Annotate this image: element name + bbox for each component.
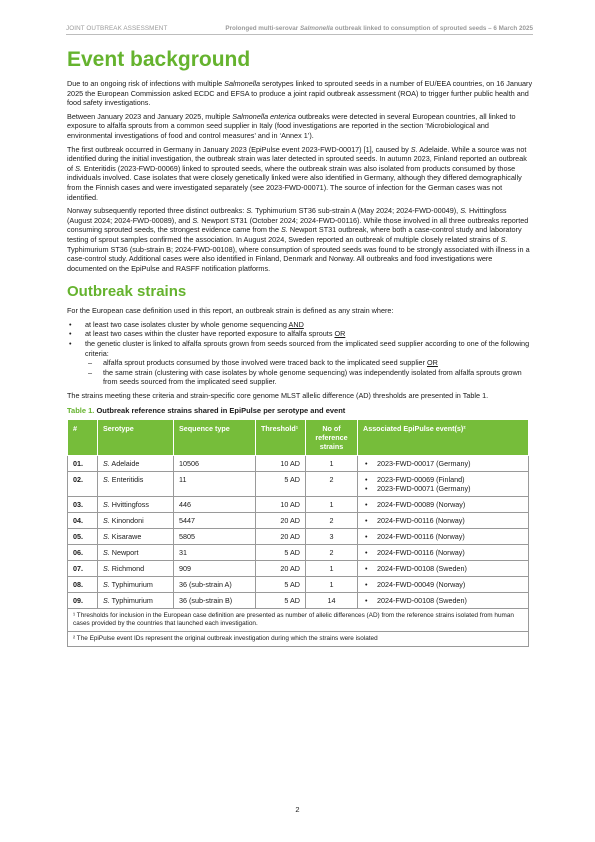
event-item: • 2024-FWD-00108 (Sweden) [363, 596, 523, 605]
cell-events [358, 455, 529, 471]
event-list [363, 564, 523, 573]
cell-threshold: 5 AD [256, 576, 306, 592]
cell-serotype [98, 528, 174, 544]
cell-reference-strains: 1 [306, 455, 358, 471]
cell-sequence-type: 10506 [174, 455, 256, 471]
cell-threshold: 5 AD [256, 471, 306, 496]
event-list [363, 532, 523, 541]
cell-num: 08. [68, 576, 98, 592]
cell-reference-strains: 1 [306, 496, 358, 512]
p4-b: S. [246, 206, 254, 216]
cell-serotype [98, 592, 174, 608]
cell-events [358, 512, 529, 528]
strains-outro: The strains meeting these criteria and strain-specific core genome MLST allelic difference (AD) thresholds are presented in Table 1. [67, 391, 489, 401]
col-header-sequence-type: Sequence type [174, 419, 256, 455]
table-row [68, 455, 529, 471]
criteria-list [67, 320, 533, 387]
serotype-genus: S. [103, 595, 110, 605]
header-right-italic: Salmonella [299, 25, 334, 32]
cell-events [358, 544, 529, 560]
event-item: • 2024-FWD-00089 (Norway) [363, 500, 523, 509]
cell-threshold: 5 AD [256, 592, 306, 608]
sub-criteria-item [85, 358, 533, 368]
sub-criteria-connector: OR [427, 358, 438, 368]
header-right-pre: Prolonged multi-serovar [225, 25, 300, 32]
p3-b: S. [410, 144, 418, 154]
p3-d: S. [75, 163, 82, 173]
page-number: 2 [295, 805, 300, 814]
cell-sequence-type: 36 (sub-strain A) [174, 576, 256, 592]
cell-threshold: 10 AD [256, 496, 306, 512]
cell-events [358, 560, 529, 576]
table-footnote-row [68, 608, 529, 631]
p3-c: Adelaide. While a source was not identified during the initial investigation, the outbreak strain was later detected in sprouted seeds. In autumn 2023, Finland reported an outbreak of [67, 144, 527, 173]
serotype-genus: S. [103, 474, 110, 484]
cell-threshold: 20 AD [256, 512, 306, 528]
serotype-genus: S. [103, 531, 110, 541]
p4-g: Newport ST31 (October 2024; 2024-FWD-00116). While those involved in all three outbreaks reported consuming sprouted seeds, the strongest evidence came from the [67, 215, 529, 235]
serotype-genus: S. [103, 563, 110, 573]
serotype-name: Enteritidis [109, 474, 144, 484]
paragraph-1 [67, 79, 533, 108]
table-body [68, 455, 529, 608]
cell-sequence-type: 36 (sub-strain B) [174, 592, 256, 608]
cell-threshold: 20 AD [256, 528, 306, 544]
p2-c: outbreaks were detected in several European countries, all linked to exposure to alfalfa sprouts from a common seed supplier in Italy (food investigations are reported in the section ‘Microbiological and environmental investigations of food and control measures’ and in ‘Annex 1’). [67, 111, 516, 140]
table-row [68, 496, 529, 512]
serotype-name: Typhimurium [109, 595, 153, 605]
cell-events [358, 471, 529, 496]
table-row [68, 576, 529, 592]
table-row [68, 528, 529, 544]
col-header-events: Associated EpiPulse event(s)² [358, 419, 529, 455]
cell-events [358, 592, 529, 608]
header-right [225, 25, 533, 32]
p4-i: Newport ST31 outbreak, where both a case-control study and laboratory testing of sprout samples confirmed the association. In August 2024, Sweden reported an outbreak of multiple closely related strains of [67, 225, 522, 244]
event-item: • 2024-FWD-00108 (Sweden) [363, 564, 523, 573]
serotype-name: Adelaide [109, 458, 140, 468]
p1-a: Due to an ongoing risk of infections with multiple [67, 79, 225, 88]
p4-d: S. [460, 206, 468, 216]
event-list [363, 580, 523, 589]
criteria-item [67, 329, 533, 339]
sub-criteria-text: the same strain (clustering with case isolates by whole genome sequencing) was independently isolated from alfalfa sprouts grown from seeds sourced from the implicated seed supplier. [103, 367, 522, 387]
table-caption [67, 406, 533, 415]
p3-a: The first outbreak occurred in Germany in January 2023 (EpiPulse event 2023-FWD-00017) [1], caused by [67, 144, 411, 154]
cell-serotype [98, 471, 174, 496]
sub-criteria-text: alfalfa sprout products consumed by those involved were traced back to the implicated seed supplier [103, 358, 428, 368]
event-item: • 2023-FWD-00017 (Germany) [363, 459, 523, 468]
cell-events [358, 576, 529, 592]
event-list [363, 500, 523, 509]
serotype-name: Kisarawe [109, 531, 142, 541]
header-right-post: outbreak linked to consumption of sprouted seeds – 6 March 2025 [333, 25, 533, 32]
criteria-connector: OR [334, 329, 346, 339]
event-item: • 2024-FWD-00116 (Norway) [363, 532, 523, 541]
cell-sequence-type: 5447 [174, 512, 256, 528]
serotype-genus: S. [103, 547, 110, 557]
cell-num: 02. [68, 471, 98, 496]
cell-num: 06. [68, 544, 98, 560]
serotype-genus: S. [103, 515, 110, 525]
p4-e: Hvittingfoss (August 2024; 2024-FWD-00089), and [67, 206, 507, 225]
cell-num: 01. [68, 455, 98, 471]
event-list [363, 475, 523, 493]
table-footnote-row [68, 631, 529, 646]
event-list [363, 548, 523, 557]
serotype-genus: S. [103, 458, 110, 468]
serotype-name: Hvittingfoss [109, 499, 149, 509]
cell-serotype [98, 576, 174, 592]
cell-num: 04. [68, 512, 98, 528]
criteria-text: at least two case isolates cluster by whole genome sequencing [85, 319, 289, 329]
criteria-connector: AND [288, 319, 304, 329]
p1-c: serotypes linked to sprouted seeds in a number of EU/EEA countries, on 16 January 2025 the European Commission asked ECDC and EFSA to produce a joint rapid outbreak assessment (ROA) to trigger further public health and food safety investigations. [67, 79, 533, 108]
table-row [68, 592, 529, 608]
table-row [68, 471, 529, 496]
cell-serotype [98, 512, 174, 528]
cell-threshold: 5 AD [256, 544, 306, 560]
col-header-reference-strains: No of reference strains [306, 419, 358, 455]
main-content [67, 48, 533, 647]
cell-reference-strains: 3 [306, 528, 358, 544]
cell-sequence-type: 5805 [174, 528, 256, 544]
event-item: • 2024-FWD-00116 (Norway) [363, 548, 523, 557]
cell-reference-strains: 2 [306, 544, 358, 560]
event-list [363, 459, 523, 468]
cell-sequence-type: 909 [174, 560, 256, 576]
cell-reference-strains: 14 [306, 592, 358, 608]
criteria-item [67, 320, 533, 330]
table-row [68, 544, 529, 560]
p4-k: Typhimurium ST36 (sub-strain B; 2024-FWD-00108), where consumption of sprouted seeds was found to be strongly associated with illness in a case-control study. Additional cases were also identified in Finland, Denmark and Norway. All outbreaks and food investigations were documented on the EpiPulse and RASFF notification platforms. [67, 244, 530, 273]
p4-c: Typhimurium ST36 sub-strain A (May 2024; 2024-FWD-00049), [253, 206, 461, 216]
p4-a: Norway subsequently reported three distinct outbreaks: [67, 206, 247, 216]
serotype-name: Kinondoni [109, 515, 144, 525]
cell-reference-strains: 1 [306, 560, 358, 576]
cell-reference-strains: 1 [306, 576, 358, 592]
table-caption-label: Table 1. [67, 405, 95, 415]
p4-h: S. [281, 225, 288, 235]
criteria-item [67, 339, 533, 387]
cell-reference-strains: 2 [306, 512, 358, 528]
cell-sequence-type: 31 [174, 544, 256, 560]
p2-a: Between January 2023 and January 2025, multiple [67, 111, 233, 121]
event-item: • 2023-FWD-00069 (Finland) [363, 475, 523, 484]
section-title-outbreak-strains: Outbreak strains [67, 283, 187, 301]
cell-num: 07. [68, 560, 98, 576]
col-header-threshold: Threshold¹ [256, 419, 306, 455]
cell-num: 09. [68, 592, 98, 608]
col-header-num: # [68, 419, 98, 455]
section-title-event-background: Event background [67, 48, 251, 71]
event-list [363, 596, 523, 605]
paragraph-4 [67, 206, 533, 273]
paragraph-2 [67, 112, 533, 141]
cell-serotype [98, 560, 174, 576]
table-header-row [68, 419, 529, 455]
cell-serotype [98, 455, 174, 471]
header-left: JOINT OUTBREAK ASSESSMENT [66, 25, 168, 32]
event-item: • 2024-FWD-00116 (Norway) [363, 516, 523, 525]
cell-reference-strains: 2 [306, 471, 358, 496]
serotype-name: Typhimurium [109, 579, 153, 589]
p4-f: S. [192, 215, 200, 225]
table-row [68, 560, 529, 576]
serotype-name: Richmond [109, 563, 145, 573]
p4-j: S. [500, 234, 508, 244]
cell-num: 03. [68, 496, 98, 512]
p1-b: Salmonella [224, 79, 261, 88]
cell-sequence-type: 11 [174, 471, 256, 496]
sub-criteria-item [85, 368, 533, 387]
criteria-text: at least two cases within the cluster have reported exposure to alfalfa sprouts [85, 329, 335, 339]
strains-intro: For the European case definition used in this report, an outbreak strain is defined as any strain where: [67, 306, 394, 316]
table-caption-text: Outbreak reference strains shared in EpiPulse per serotype and event [94, 405, 346, 415]
running-header [66, 25, 533, 35]
serotype-genus: S. [103, 579, 110, 589]
strains-table [67, 419, 529, 647]
table-row [68, 512, 529, 528]
event-item: • 2024-FWD-00049 (Norway) [363, 580, 523, 589]
cell-events [358, 528, 529, 544]
cell-threshold: 20 AD [256, 560, 306, 576]
event-list [363, 516, 523, 525]
sub-criteria-list [85, 358, 533, 387]
cell-num: 05. [68, 528, 98, 544]
cell-events [358, 496, 529, 512]
paragraph-3 [67, 145, 533, 203]
criteria-text: the genetic cluster is linked to alfalfa sprouts grown from seeds sourced from the implicated seed supplier according to one of the following criteria: [85, 339, 530, 358]
event-item: • 2023-FWD-00071 (Germany) [363, 484, 523, 493]
cell-threshold: 10 AD [256, 455, 306, 471]
p3-e: Enteritidis (2023-FWD-00069) linked to sprouted seeds, where the outbreak strain was also isolated from products consumed by those individuals involved. Case isolates that were closely genetically linked were also identified in Germany, although they differed demographically from the Finnish cases and were investigated separately (see 2023-FWD-00071). The source of infection for the German cases was not identified. [67, 163, 522, 202]
table-footnote-1: ¹ Thresholds for inclusion in the European case definition are presented as number of allelic differences (AD) from the reference strains isolated from human cases provided by the countries that launched each investigation. [68, 608, 529, 631]
serotype-genus: S. [103, 499, 110, 509]
cell-sequence-type: 446 [174, 496, 256, 512]
cell-serotype [98, 544, 174, 560]
col-header-serotype: Serotype [98, 419, 174, 455]
table-footnote-2: ² The EpiPulse event IDs represent the original outbreak investigation during which the strains were isolated [68, 631, 529, 646]
cell-serotype [98, 496, 174, 512]
p2-b: Salmonella enterica [232, 111, 296, 121]
serotype-name: Newport [109, 547, 139, 557]
